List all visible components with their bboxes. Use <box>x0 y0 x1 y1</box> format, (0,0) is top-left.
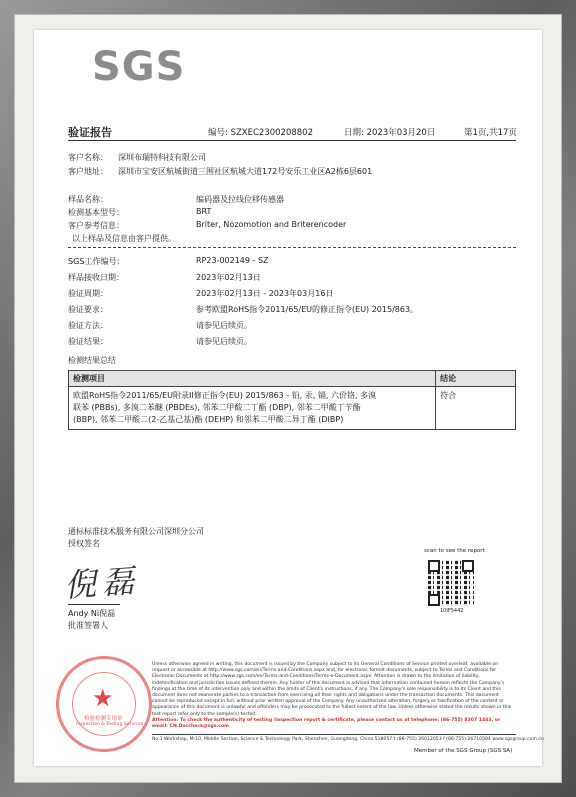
report-page <box>34 30 542 766</box>
signature-line <box>68 604 120 605</box>
seal-text: 检验检测专用章 <box>84 716 123 722</box>
sample-note: 以上样品及信息由客户提供。 <box>72 234 176 243</box>
client-ref-label: 客户参考信息： <box>68 221 124 230</box>
qr-finder-icon <box>428 594 440 606</box>
client-name: 深圳布瑞特科技有限公司 <box>118 153 206 162</box>
received-date: 2023年02月13日 <box>196 273 261 282</box>
handwritten-signature: 倪磊 <box>62 561 142 605</box>
client-address-label: 客户地址： <box>68 167 108 176</box>
sgs-group-member: Member of the SGS Group (SGS SA) <box>414 748 513 754</box>
requirement-label: 验证要求： <box>68 305 108 314</box>
test-item-line: (BBP), 邻苯二甲酸二(2-乙基己基)酯 (DEHP) 和邻苯二甲酸二异丁酯 (DIBP) <box>73 415 344 424</box>
qr-finder-icon <box>428 560 440 572</box>
result: 请参见后续页。 <box>196 337 252 346</box>
requirement: 参考欧盟RoHS指令2011/65/EU的修正指令(EU) 2015/863。 <box>196 305 419 314</box>
qr-caption: scan to see the report <box>424 548 485 554</box>
signatory-title: 授权签名 <box>68 539 100 548</box>
qr-finder-icon <box>462 560 474 572</box>
col-header-item: 检测项目 <box>69 371 436 387</box>
signatory-name: Andy Ni倪磊 <box>68 609 116 618</box>
terms-fine-print <box>152 662 516 730</box>
sample-model-label: 检测基本型号： <box>68 208 124 217</box>
test-item-line: 联苯 (PBBs), 多溴二苯醚 (PBDEs), 邻苯二甲酸二丁酯 (DBP), 邻苯二甲酸丁苄酯 <box>73 403 361 412</box>
sample-model: BRT <box>196 207 212 216</box>
terms-paragraph: Unless otherwise agreed in writing, this document is issued by the Company subject to its General Conditions of Service printed overleaf, available on request or accessible at http://www.sgs.com/en/Terms-and-Conditions.aspx and, for electronic format documents, subject to Terms and Conditions for Electronic Documents at http://www.sgs.com/en/Terms-and-Conditions/Terms-e-Document.aspx. Attention is drawn to the limitation of liability, indemnification and jurisdiction issues defined therein. Any holder of this document is advised that information contained hereon reflects the Company's findings at the time of its intervention only and within the limits of Client's instructions, if any. The Company's sole responsibility is to its Client and this document does not exonerate parties to a transaction from exercising all their rights and obligations under the transaction documents. This document cannot be reproduced except in full, without prior written approval of the Company. Any unauthorized alteration, forgery or falsification of the content or appearance of this document is unlawful and offenders may be prosecuted to the fullest extent of the law. Unless otherwise stated the results shown in this test report refer only to the sample(s) tested. <box>152 662 512 717</box>
sgs-logo: SGS <box>92 44 186 90</box>
seal-star-icon: ★ <box>92 684 114 712</box>
verification-period: 2023年02月13日 - 2023年03月16日 <box>196 289 334 298</box>
document-date: 日期: 2023年03月20日 <box>344 128 436 138</box>
received-date-label: 样品接收日期： <box>68 273 124 282</box>
authenticity-notice: Attention: To check the authenticity of testing /inspection report & certificate, please contact us at telephone: (86-755) 8307 1443, or email: CN.Doccheck@sgs.com <box>152 717 501 730</box>
seal-service-text: Inspection & Testing Services <box>76 722 144 727</box>
page-number: 第1页,共17页 <box>464 128 517 138</box>
verification-period-label: 验证周期： <box>68 289 108 298</box>
col-header-conclusion: 结论 <box>436 371 516 387</box>
qr-code-id: 10IF5442 <box>440 608 464 614</box>
method-label: 验证方法： <box>68 321 108 330</box>
section-divider <box>68 247 516 248</box>
signatory-role: 批准签署人 <box>68 621 108 630</box>
signatory-company: 通标标准技术服务有限公司深圳分公司 <box>68 527 204 536</box>
header-rule <box>68 140 516 141</box>
test-item-cell <box>69 387 436 430</box>
job-number: RP23-002149 - SZ <box>196 256 269 265</box>
company-address: No.1 Workshop, M-10, Middle Section, Science & Technology Park, Shenzhen, Guangdong, China 518057 t (86-755) 26012053 f (86-755) 26710594 www.sgsgroup.com.cn <box>152 737 544 742</box>
result-label: 验证结果： <box>68 337 108 346</box>
table-row <box>69 387 516 430</box>
test-item-line: 欧盟RoHS指令2011/65/EU附录II修正指令(EU) 2015/863 - 铅, 汞, 镉, 六价铬, 多溴 <box>73 391 377 400</box>
results-table <box>68 370 516 430</box>
sample-name-label: 样品名称： <box>68 195 108 204</box>
footer-rule <box>152 734 516 735</box>
summary-title: 检测结果总结 <box>68 356 116 365</box>
client-name-label: 客户名称： <box>68 153 108 162</box>
document-title: 验证报告 <box>68 126 112 139</box>
conclusion-cell: 符合 <box>436 387 516 430</box>
client-ref: Briter, Nozomotion and Briterencoder <box>196 220 347 229</box>
client-address: 深圳市宝安区航城街道三围社区航城大道172号安乐工业区A2栋6层601 <box>118 167 373 176</box>
job-number-label: SGS工作编号： <box>68 257 125 266</box>
results-header-row <box>69 371 516 387</box>
method: 请参见后续页。 <box>196 321 252 330</box>
document-number: 编号: SZXEC2300208802 <box>208 128 313 138</box>
sample-name: 编码器及拉线位移传感器 <box>196 195 284 204</box>
